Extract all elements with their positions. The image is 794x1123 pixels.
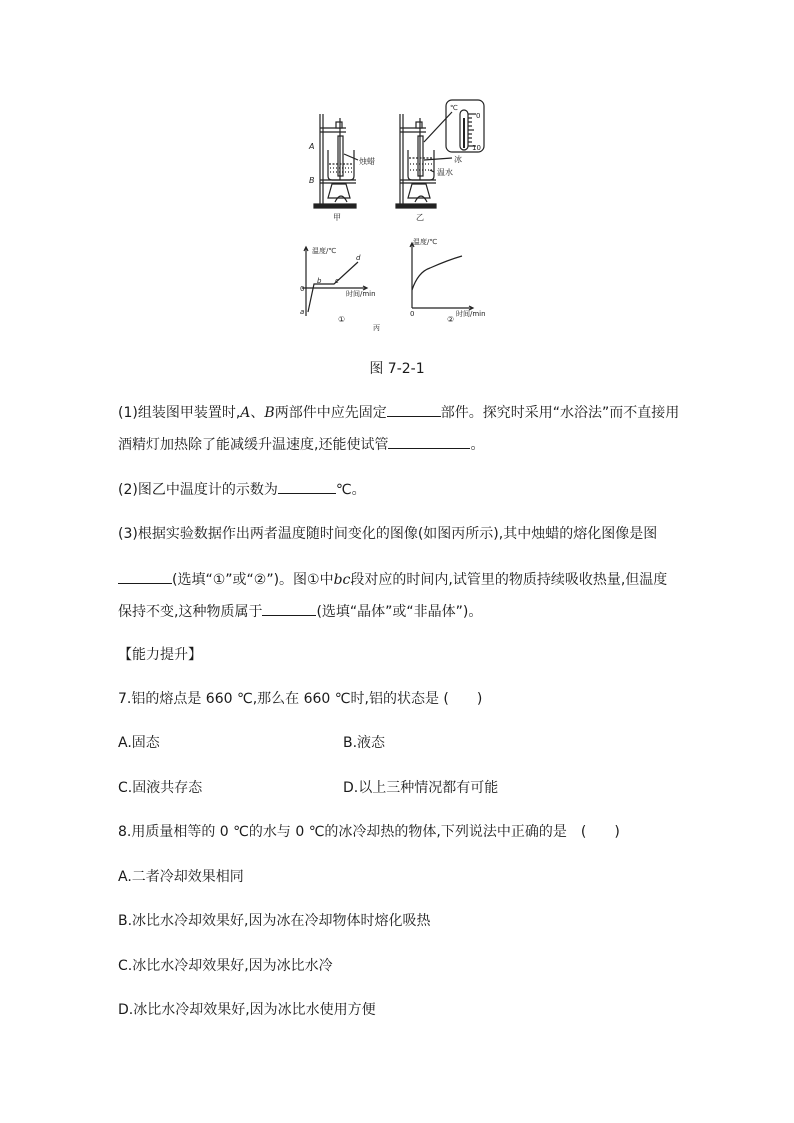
label-jia: 甲 [333, 213, 341, 222]
graph1-number: ① [338, 315, 346, 324]
graph1-curve [308, 262, 358, 312]
graph1-point-a: a [300, 308, 305, 316]
q6-p1-text-a: (1)组装图甲装置时, [118, 405, 241, 421]
q7-option-a[interactable]: A.固态 [118, 735, 160, 751]
q6-p3-line3-text-a: 保持不变,这种物质属于 [118, 604, 263, 620]
q7-option-c[interactable]: C.固液共存态 [118, 780, 203, 796]
q8-option-d[interactable]: D.冰比水冷却效果好,因为冰比水使用方便 [118, 1002, 376, 1018]
graph2-curve [412, 256, 462, 290]
q8-stem: 8.用质量相等的 0 ℃的水与 0 ℃的冰冷却热的物体,下列说法中正确的是 ( ) [118, 824, 620, 840]
graph1-xlabel: 时间/min [346, 290, 376, 298]
graph1-point-d: d [356, 254, 361, 262]
label-A: A [309, 142, 315, 151]
label-ice: 冰 [454, 155, 462, 164]
label-B: B [309, 176, 315, 185]
label-candle-wax: 烛蜡 [359, 157, 375, 166]
answer-blank-5[interactable] [262, 601, 316, 616]
experiment-figure [300, 98, 510, 338]
section-title: 【能力提升】 [118, 647, 202, 663]
q6-p2-unit: ℃。 [335, 482, 366, 498]
apparatus-yi [396, 100, 484, 208]
q6-p1-B: B [264, 405, 275, 421]
q7-option-d[interactable]: D.以上三种情况都有可能 [343, 780, 499, 796]
q6-p1-line2-text: 酒精灯加热除了能减缓升温速度,还能使试管 [118, 437, 389, 453]
q6-part1-line2 [118, 434, 484, 455]
q8-option-c[interactable]: C.冰比水冷却效果好,因为冰比水冷 [118, 958, 333, 974]
q7-option-b[interactable]: B.液态 [343, 735, 386, 751]
label-bing: 丙 [373, 324, 380, 332]
q8-option-b[interactable]: B.冰比水冷却效果好,因为冰在冷却物体时熔化吸热 [118, 913, 431, 929]
figure-caption: 图 7-2-1 [369, 361, 425, 377]
q6-p3-line2-text-b: 段对应的时间内,试管里的物质持续吸收热量,但温度 [350, 572, 668, 588]
label-warm-water: 温水 [437, 168, 453, 177]
graph2-origin: 0 [410, 310, 415, 318]
q6-part3-line3 [118, 601, 482, 622]
q6-part3-line2 [118, 569, 667, 590]
q6-p1-text-b: 两部件中应先固定 [274, 405, 387, 421]
q6-p3-line2-text-a: (选填“①”或“②”)。图①中 [172, 572, 334, 588]
graph1-ylabel: 温度/℃ [312, 247, 337, 255]
q6-p1-text-c: 部件。探究时采用“水浴法”而不直接用 [440, 405, 680, 421]
label-yi: 乙 [416, 213, 424, 222]
graph1-point-b: b [317, 277, 322, 285]
graph1-origin: 0 [300, 285, 305, 293]
q8-option-a[interactable]: A.二者冷却效果相同 [118, 869, 244, 885]
graph2-number: ② [447, 315, 455, 324]
graph2-xlabel: 时间/min [456, 310, 486, 318]
q6-p3-bc: bc [333, 572, 351, 588]
thermo-0: 0 [476, 112, 481, 120]
graph1-point-c: c [335, 277, 339, 285]
q6-p3-line3-text-b: (选填“晶体”或“非晶体”)。 [316, 604, 483, 620]
q6-p1-A: A [240, 405, 251, 421]
q6-part3-line1: (3)根据实验数据作出两者温度随时间变化的图像(如图丙所示),其中烛蜡的熔化图像是图 [118, 526, 658, 542]
q6-part2 [118, 479, 366, 500]
thermo-10: 10 [472, 144, 481, 152]
q6-p1-sep: 、 [250, 405, 265, 421]
graph2-ylabel: 温度/℃ [413, 238, 438, 246]
thermo-unit: ℃ [450, 104, 458, 112]
answer-blank-4[interactable] [118, 569, 172, 584]
q6-part1-line1 [118, 402, 679, 423]
q7-stem: 7.铝的熔点是 660 ℃,那么在 660 ℃时,铝的状态是 ( ) [118, 691, 483, 707]
apparatus-jia [314, 114, 358, 208]
q6-p2-text: (2)图乙中温度计的示数为 [118, 482, 278, 498]
figure-svg [300, 98, 510, 338]
q6-p1-line2-end: 。 [470, 437, 485, 453]
answer-blank-3[interactable] [278, 479, 336, 494]
answer-blank-2[interactable] [388, 434, 470, 449]
answer-blank-1[interactable] [387, 402, 441, 417]
